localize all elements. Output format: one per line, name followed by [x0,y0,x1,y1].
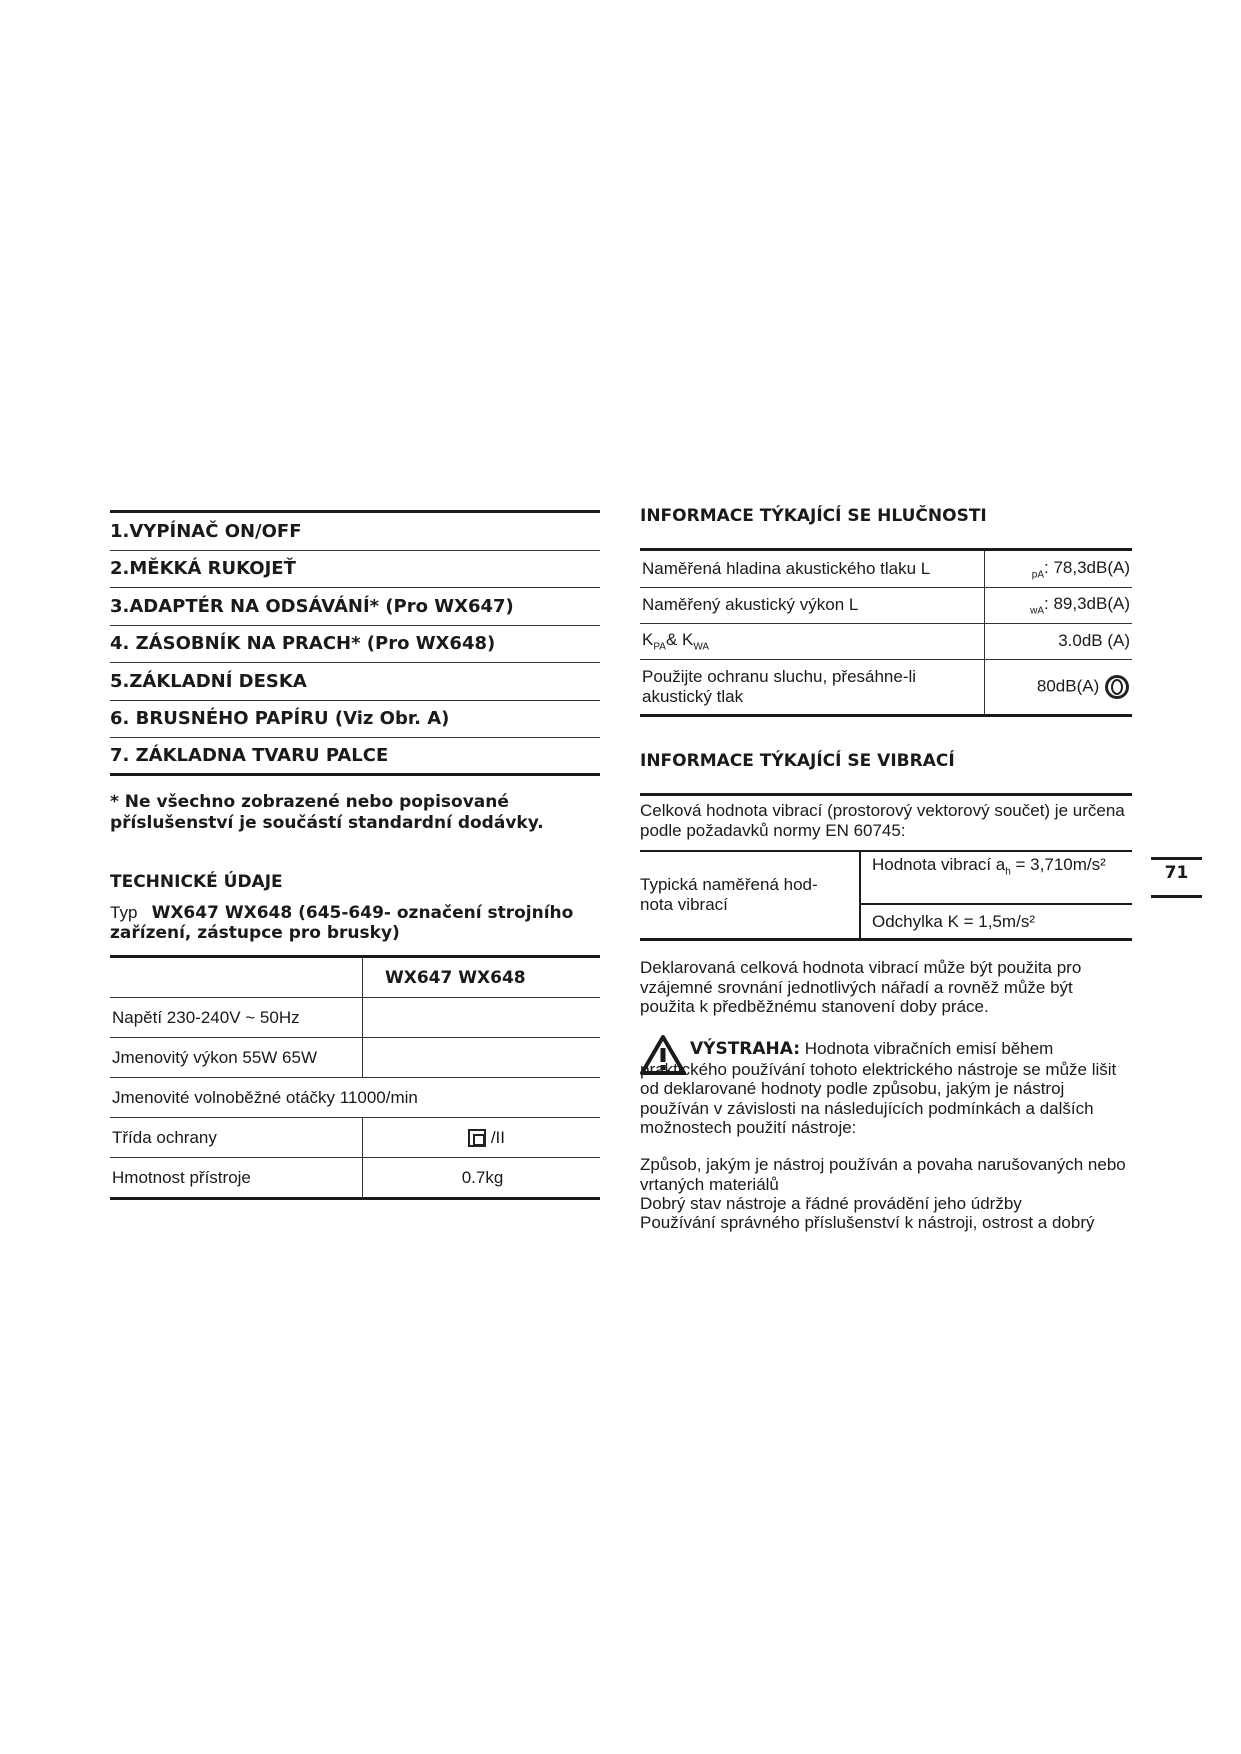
part-item: 5.ZÁKLADNÍ DESKA [110,663,600,701]
noise-label: Naměřená hladina akustického tlaku L [640,551,985,587]
vibration-declared: Deklarovaná celková hodnota vibrací může být použita pro vzájemné srovnání jednotlivých nářadí a rovněž může být použita k předběžnému stanovení doby práce. [640,958,1082,1016]
vibration-table-divider [859,850,861,939]
tech-label: Napětí 230-240V ~ 50Hz [110,998,363,1038]
warning-title: VÝSTRAHA: [690,1039,801,1059]
part-item: 1.VYPÍNAČ ON/OFF [110,513,600,551]
ear-protection-icon [1104,674,1130,700]
part-item: 7. ZÁKLADNA TVARU PALCE [110,738,600,776]
warning-body: Hodnota vibračních emisí během praktického používání tohoto elektrického nástroje se může lišit od deklarované hodnoty podle způsobu, jakým je nástroj používán v závislosti na následujících podmínkách a dalších možnostech použití nástroje: [640,1039,1117,1137]
vibration-typical-label: Typická naměřená hod-nota vibrací [640,875,818,914]
tech-label: Třída ochrany [110,1118,363,1158]
noise-k-amp: & K [665,629,694,649]
noise-label: Použijte ochranu sluchu, přesáhne-li akustický tlak [640,659,985,715]
noise-value: 80dB(A) [1036,675,1100,695]
tech-value: /II [490,1127,505,1147]
tech-table [110,958,600,1200]
tech-value [363,1038,601,1078]
vibration-value [872,855,1127,882]
page-tab-rule-top [1151,857,1202,860]
part-item: 6. BRUSNÉHO PAPÍRU (Viz Obr. A) [110,701,600,739]
noise-title: INFORMACE TÝKAJÍCÍ SE HLUČNOSTI [640,506,987,526]
part-item: 4. ZÁSOBNÍK NA PRACH* (Pro WX648) [110,626,600,664]
table-row [110,1158,600,1199]
condition-item: Způsob, jakým je nástroj používán a povaha narušovaných nebo vrtaných materiálů [640,1155,1126,1194]
noise-sub: pA [1031,568,1044,580]
vibration-deviation: Odchylka K = 1,5m/s² [872,912,1035,931]
table-row [640,587,1132,623]
vibration-table-rule [640,850,1132,852]
table-row [110,1118,600,1158]
table-row [640,551,1132,587]
warning-text [640,1039,1130,1138]
noise-sub: PA [653,641,666,653]
page-tab-rule-bottom [1151,895,1202,898]
tech-label: Hmotnost přístroje [110,1158,363,1199]
tech-title: TECHNICKÉ ÚDAJE [110,872,283,892]
noise-value: : 78,3dB(A) [1044,557,1130,577]
noise-k-label: K [642,629,654,649]
noise-label: Naměřený akustický výkon L [640,587,985,623]
tech-header: WX647 WX648 [363,958,601,998]
double-insulation-icon [468,1129,486,1147]
noise-table [640,551,1132,717]
table-row [110,958,600,998]
parts-list [110,513,600,776]
table-row [640,623,1132,659]
tech-label: Jmenovitý výkon 55W 65W [110,1038,363,1078]
accessories-note: * Ne všechno zobrazené nebo popisované příslušenství je součástí standardní dodávky. [110,792,544,833]
vibration-value-prefix: Hodnota vibrací a [872,855,1006,874]
vibration-table-mid-rule [859,903,1132,905]
table-row [110,1078,600,1118]
tech-type [110,903,610,943]
part-item: 3.ADAPTÉR NA ODSÁVÁNÍ* (Pro WX647) [110,588,600,626]
tech-type-label: Typ [110,903,138,922]
condition-item: Používání správného příslušenství k nástroji, ostrost a dobrý [640,1213,1095,1232]
vibration-value-sub: h [1005,866,1011,878]
vibration-value-suffix: = 3,710m/s² [1010,855,1106,874]
vibration-top-rule [640,793,1132,796]
vibration-title: INFORMACE TÝKAJÍCÍ SE VIBRACÍ [640,751,955,771]
noise-value: 3.0dB (A) [985,623,1133,659]
table-row [110,1038,600,1078]
table-row [640,659,1132,715]
tech-value [363,998,601,1038]
tech-label: Jmenovité volnoběžné otáčky 11000/min [110,1078,600,1118]
tech-type-value: WX647 WX648 (645-649- označení strojního zařízení, zástupce pro brusky) [110,903,574,943]
table-row [110,998,600,1038]
condition-item: Dobrý stav nástroje a řádné provádění jeho údržby [640,1194,1022,1213]
noise-sub: wA [1030,605,1044,617]
tech-value: 0.7kg [363,1158,601,1199]
part-item: 2.MĚKKÁ RUKOJEŤ [110,551,600,589]
vibration-intro: Celková hodnota vibrací (prostorový vektorový součet) je určena podle požadavků normy EN 60745: [640,801,1125,840]
noise-value: : 89,3dB(A) [1044,593,1130,613]
vibration-table-bottom-rule [640,938,1132,941]
page-number: 71 [1164,863,1189,883]
noise-sub: WA [693,641,710,653]
